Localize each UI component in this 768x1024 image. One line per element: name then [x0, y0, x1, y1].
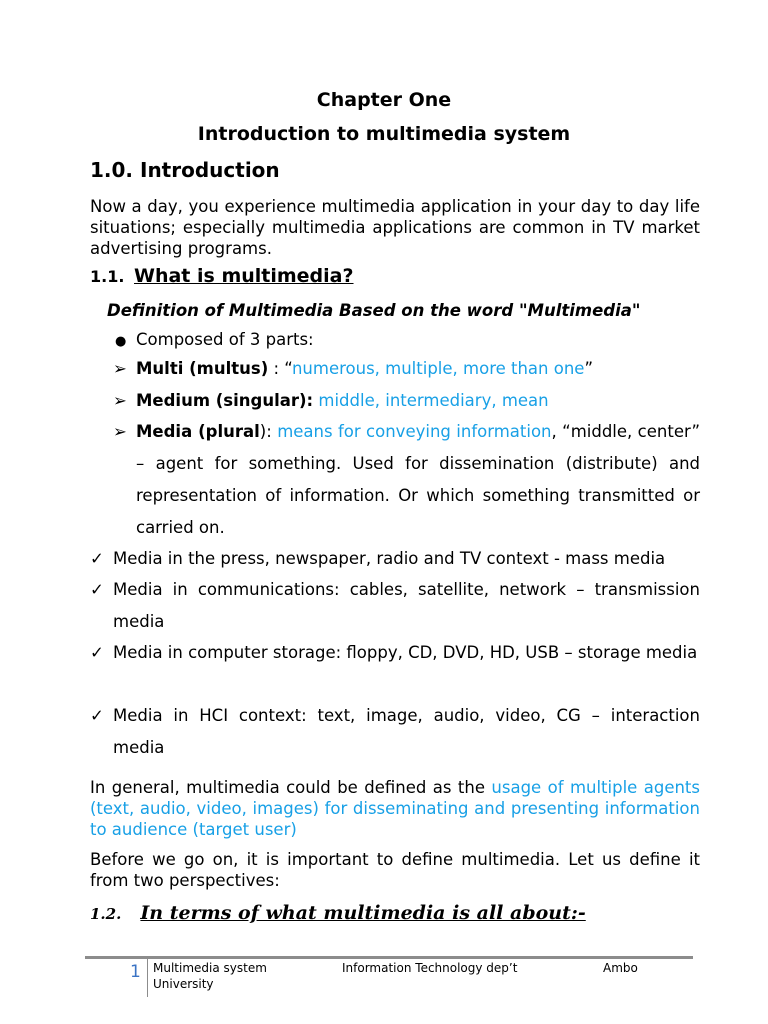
intro-paragraph: Now a day, you experience multimedia application in your day to day life situations; especially multimedia applications are common in TV market advertising programs. — [90, 197, 700, 258]
definition-heading: Definition of Multimedia Based on the word "Multimedia" — [107, 301, 641, 320]
section-title: In terms of what multimedia is all about:- — [140, 902, 586, 924]
footer-institution-cont: University — [153, 977, 214, 991]
section-1-2-heading — [90, 902, 586, 924]
check-icon: ✓ — [90, 706, 104, 725]
section-number: 1.2. — [90, 905, 122, 923]
before-paragraph: Before we go on, it is important to define multimedia. Let us define it from two perspectives: — [90, 850, 700, 890]
check-icon: ✓ — [90, 643, 104, 662]
term: Media (plural — [136, 422, 260, 441]
medium-item: Medium (singular): middle, intermediary, mean — [136, 391, 549, 410]
footer-institution: Ambo — [603, 961, 638, 975]
arrow-bullet-icon: ➢ — [113, 391, 127, 410]
check-item: Media in computer storage: floppy, CD, DVD, HD, USB – storage media — [113, 643, 698, 662]
check-icon: ✓ — [90, 580, 104, 599]
multi-item: Multi (multus) : “numerous, multiple, more than one” — [136, 359, 594, 378]
section-1-0-heading — [90, 158, 280, 182]
section-1-1-heading — [90, 265, 354, 287]
document-title: Introduction to multimedia system — [197, 123, 571, 145]
term: Medium (singular): — [136, 391, 314, 410]
general-paragraph: In general, multimedia could be defined as the usage of multiple agents (text, audio, video, images) for disseminating and presenting information to audience (target user) — [90, 778, 700, 839]
bullet-dot-icon: ● — [115, 334, 127, 349]
footer-department: Information Technology dep’t — [342, 961, 518, 975]
composed-text: Composed of 3 parts: — [136, 330, 314, 349]
chapter-heading: Chapter One — [316, 89, 452, 111]
check-item: Media in communications: cables, satellite, network – transmission media — [113, 580, 700, 631]
footer-course: Multimedia system — [153, 961, 267, 975]
page-number: 1 — [130, 962, 141, 982]
arrow-bullet-icon: ➢ — [113, 359, 127, 378]
check-icon: ✓ — [90, 549, 104, 568]
section-number: 1.1. — [90, 267, 125, 286]
section-number: 1.0. — [90, 158, 134, 182]
section-title: What is multimedia? — [134, 265, 354, 287]
footer-rule — [85, 956, 693, 959]
media-item: Media (plural): means for conveying information, “middle, center” – agent for something. Used for dissemination (distribute) and representation of information. Or which something transmitted or carried on. — [136, 422, 701, 537]
footer-separator — [147, 959, 148, 997]
arrow-bullet-icon: ➢ — [113, 422, 127, 441]
check-item: Media in the press, newspaper, radio and TV context - mass media — [113, 549, 666, 568]
term: Multi (multus) — [136, 359, 269, 378]
section-title: Introduction — [140, 158, 280, 182]
check-item: Media in HCI context: text, image, audio, video, CG – interaction media — [113, 706, 700, 757]
